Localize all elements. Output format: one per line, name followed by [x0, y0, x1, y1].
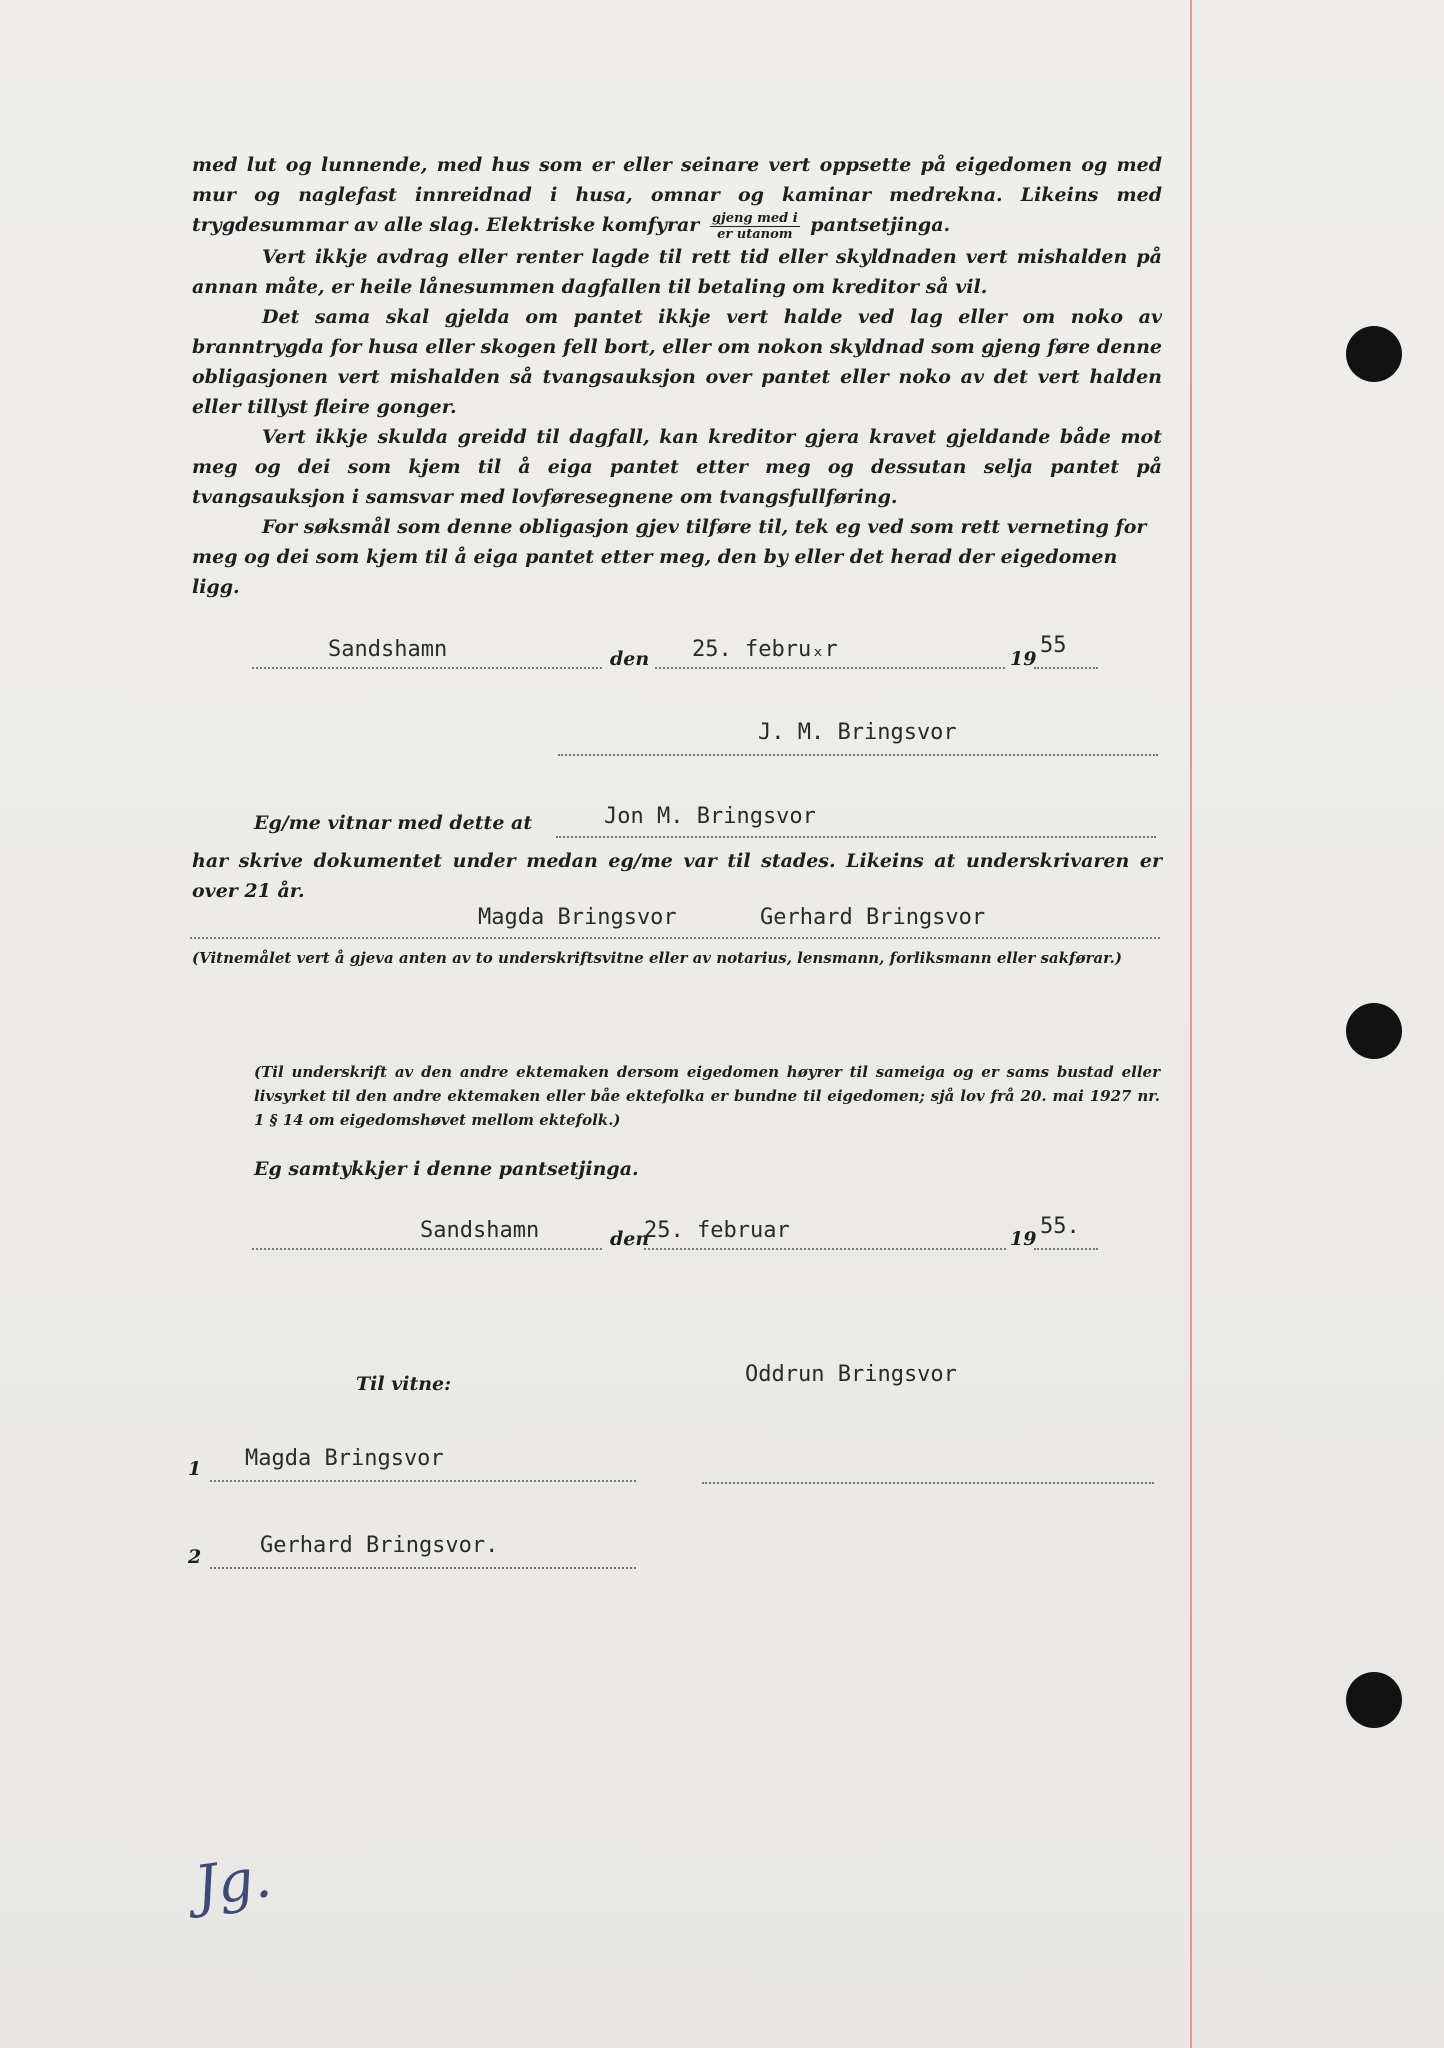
date1-place-line — [252, 667, 602, 669]
date2-place: Sandshamn — [420, 1218, 540, 1243]
date1-year-line — [1034, 667, 1098, 669]
punch-hole-top — [1346, 326, 1402, 382]
witness-name-1: Magda Bringsvor — [245, 1446, 444, 1471]
date2-date-line — [644, 1248, 1006, 1250]
red-margin-line — [1190, 0, 1192, 2048]
signature1: J. M. Bringsvor — [758, 720, 957, 745]
paragraph-default: Vert ikkje avdrag eller renter lagde til rett tid eller skyldnaden vert mishalden på annan måte, er heile lånesummen dagfallen til betaling om kreditor så vil. — [192, 245, 1162, 298]
consent-statement: Eg samtykkjer i denne pantsetjinga. — [254, 1158, 639, 1180]
paragraph-property: med lut og lunnende, med hus som er eller seinare vert oppsette på eigedomen og med mur og naglefast innreidnad i husa, omnar og kaminar medrekna. Likeins med trygdesummar av alle slag. Elektriske komfyrar $\frac{\text{gjeng med i}}{\text{er utanom}}$ pantsetjinga. — [192, 154, 1162, 242]
witness-note: (Vitnemålet vert å gjeva anten av to underskriftsvitne eller av notarius, lensmann, forliksmann eller sakførar.) — [192, 949, 1122, 967]
date2-place-line — [252, 1248, 602, 1250]
signature1-line — [558, 754, 1158, 756]
date1-place: Sandshamn — [328, 637, 448, 662]
witness-line-2 — [210, 1567, 636, 1569]
witness-number-2: 2 — [188, 1546, 202, 1568]
date1-year-suffix: 55 — [1040, 633, 1067, 658]
date2-year-suffix: 55. — [1040, 1214, 1080, 1239]
witness-name-2: Gerhard Bringsvor. — [260, 1533, 499, 1558]
punch-hole-bottom — [1346, 1672, 1402, 1728]
date1-date: 25. februₓr — [692, 637, 838, 662]
date2-year-prefix: 19 — [1010, 1228, 1037, 1250]
witness-continuation: har skrive dokumentet under medan eg/me var til stades. Likeins at underskrivaren er over 21 år. — [192, 850, 1162, 902]
spouse-signature: Oddrun Bringsvor — [745, 1362, 957, 1387]
witness-label: Eg/me vitnar med dette at — [254, 812, 533, 834]
witness-name-line — [556, 836, 1156, 838]
paragraph-enforcement: Vert ikkje skulda greidd til dagfall, kan kreditor gjera kravet gjeldande både mot meg og dei som kjem til å eiga pantet etter meg og dessutan selja pantet på tvangsauksjon i samsvar med lovføresegnene om tvangsfullføring. — [192, 425, 1162, 508]
date2-year-line — [1034, 1248, 1098, 1250]
witness-name: Jon M. Bringsvor — [604, 804, 816, 829]
til-vitne-label: Til vitne: — [356, 1373, 452, 1395]
date2-date: 25. februar — [644, 1218, 790, 1243]
paragraph-insurance: Det sama skal gjelda om pantet ikkje vert halde ved lag eller om noko av branntrygda for husa eller skogen fell bort, eller om nokon skyldnad som gjeng føre denne obligasjonen vert mishalden så tvangsauksjon over pantet eller noko av det vert halden eller tillyst fleire gonger. — [192, 305, 1162, 418]
date1-year-prefix: 19 — [1010, 648, 1037, 670]
witness-number-1: 1 — [188, 1458, 202, 1480]
paragraph-venue: For søksmål som denne obligasjon gjev tilføre til, tek eg ved som rett verneting for meg og dei som kjem til å eiga pantet etter meg, den by eller det herad der eigedomen ligg. — [192, 515, 1147, 598]
date2-den-label: den — [610, 1228, 650, 1250]
handwritten-initials: Jg. — [190, 1845, 276, 1920]
witness2-signature: Gerhard Bringsvor — [760, 905, 986, 930]
witness1-signature: Magda Bringsvor — [478, 905, 677, 930]
witness-line-1 — [210, 1480, 636, 1482]
obligation-body-text — [192, 150, 1162, 602]
witness-signatures-line — [190, 937, 1160, 939]
date1-date-line — [655, 667, 1005, 669]
stove-fraction: $\frac{\text{gjeng med i}}{\text{er utanom}}$ — [711, 210, 798, 242]
punch-hole-middle — [1346, 1003, 1402, 1059]
spouse-consent-note: (Til underskrift av den andre ektemaken dersom eigedomen høyrer til sameiga og er sams bustad eller livsyrket til den andre ektemaken eller båe ektefolka er bundne til eigedomen; sjå lov frå 20. mai 1927 nr. 1 § 14 om eigedomshøvet mellom ektefolk.) — [254, 1063, 1160, 1129]
spouse-signature-line — [702, 1482, 1154, 1484]
date1-den-label: den — [610, 648, 650, 670]
